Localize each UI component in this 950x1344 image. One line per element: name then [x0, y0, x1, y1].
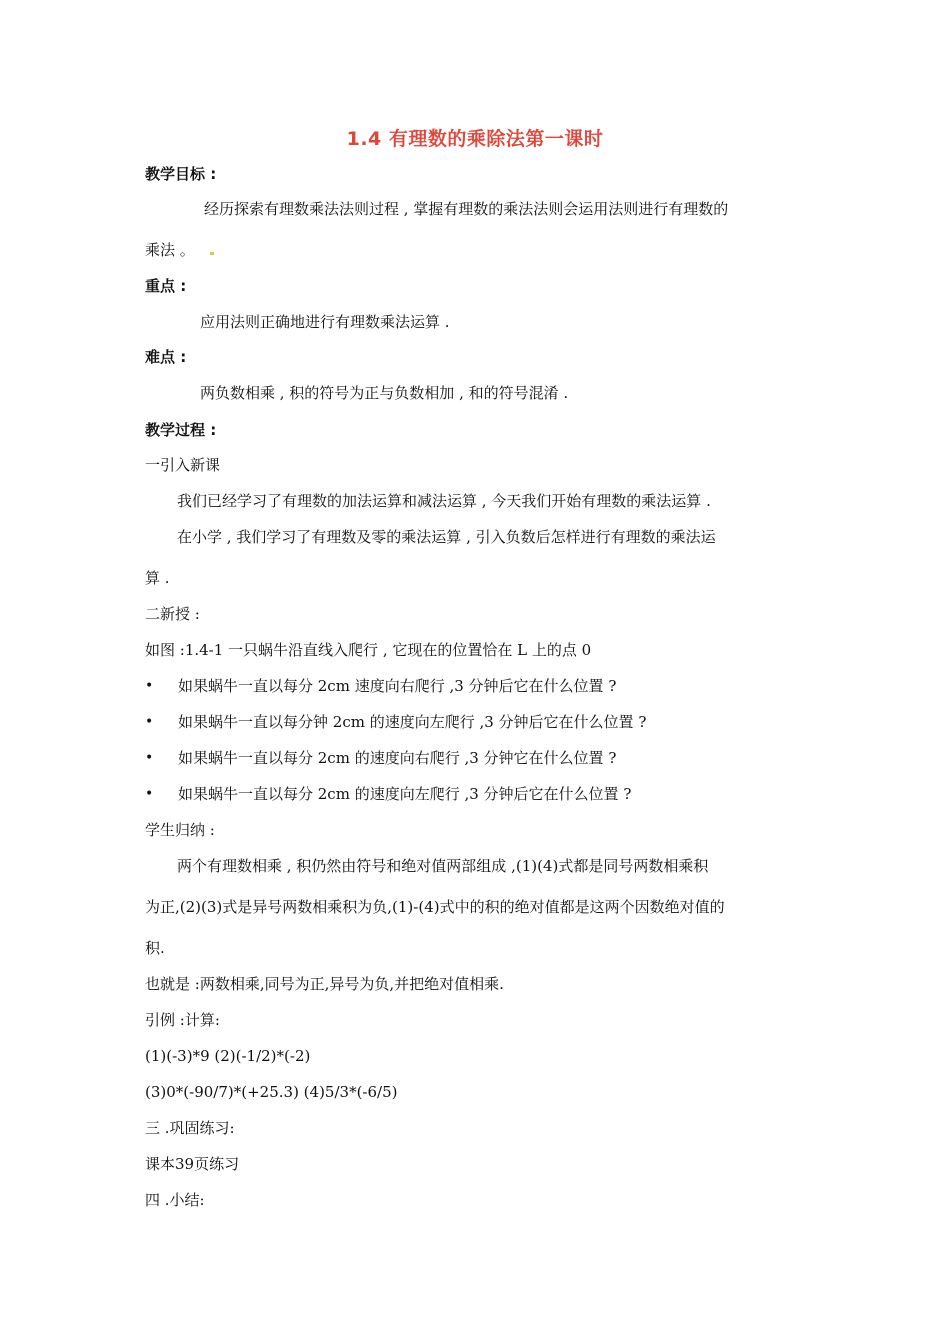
intro-paragraph-1: 我们已经学习了有理数的加法运算和减法运算 , 今天我们开始有理数的乘法运算 .	[177, 492, 711, 510]
goal-text-line-2: 乘法 。	[145, 241, 195, 259]
list-item: 如果蜗牛一直以每分钟 2cm 的速度向左爬行 ,3 分钟后它在什么位置 ?	[178, 713, 647, 731]
multiplication-rule: 也就是 :两数相乘,同号为正,异号为负,并把绝对值相乘.	[145, 975, 504, 993]
highlight-mark	[210, 252, 214, 255]
practice-text: 课本39页练习	[145, 1155, 240, 1173]
bullet-dot: •	[145, 714, 154, 730]
summary-heading: 学生归纳 :	[145, 821, 215, 839]
intro-paragraph-2-line-2: 算 .	[145, 569, 170, 587]
list-item: 如果蜗牛一直以每分 2cm 速度向右爬行 ,3 分钟后它在什么位置 ?	[178, 677, 617, 695]
example-line-1: (1)(-3)*9 (2)(-1/2)*(-2)	[145, 1047, 311, 1065]
goal-heading: 教学目标 :	[145, 165, 217, 183]
difficulty-heading: 难点 :	[145, 348, 187, 366]
summary-line-3: 积.	[145, 939, 165, 957]
bullet-dot: •	[145, 786, 154, 802]
list-item: 如果蜗牛一直以每分 2cm 的速度向右爬行 ,3 分钟它在什么位置 ?	[178, 749, 617, 767]
process-heading: 教学过程 :	[145, 421, 217, 439]
example-line-2: (3)0*(-90/7)*(+25.3) (4)5/3*(-6/5)	[145, 1083, 398, 1101]
document-title: 1.4 有理数的乘除法第一课时	[346, 128, 604, 150]
key-point-heading: 重点 :	[145, 277, 187, 295]
key-point-text: 应用法则正确地进行有理数乘法运算 .	[200, 313, 450, 331]
bullet-dot: •	[145, 678, 154, 694]
summary-line-2: 为正,(2)(3)式是异号两数相乘积为负,(1)-(4)式中的积的绝对值都是这两个因数绝对值的	[145, 898, 725, 916]
list-item: 如果蜗牛一直以每分 2cm 的速度向左爬行 ,3 分钟后它在什么位置 ?	[178, 785, 632, 803]
example-heading: 引例 :计算:	[145, 1011, 220, 1029]
practice-heading: 三 .巩固练习:	[145, 1119, 235, 1137]
intro-paragraph-2-line-1: 在小学 , 我们学习了有理数及零的乘法运算 , 引入负数后怎样进行有理数的乘法运	[177, 528, 716, 546]
bullet-dot: •	[145, 750, 154, 766]
difficulty-text: 两负数相乘 , 积的符号为正与负数相加 , 和的符号混淆 .	[200, 384, 569, 402]
intro-heading: 一引入新课	[145, 456, 221, 474]
conclusion-heading: 四 .小结:	[145, 1191, 205, 1209]
new-lesson-heading: 二新授 :	[145, 605, 200, 623]
goal-text-line-1: 经历探索有理数乘法法则过程 , 掌握有理数的乘法法则会运用法则进行有理数的	[204, 200, 729, 218]
summary-line-1: 两个有理数相乘 , 积仍然由符号和绝对值两部组成 ,(1)(4)式都是同号两数相乘积	[177, 857, 709, 875]
figure-description: 如图 :1.4-1 一只蜗牛沿直线入爬行 , 它现在的位置恰在 L 上的点 0	[145, 641, 592, 659]
